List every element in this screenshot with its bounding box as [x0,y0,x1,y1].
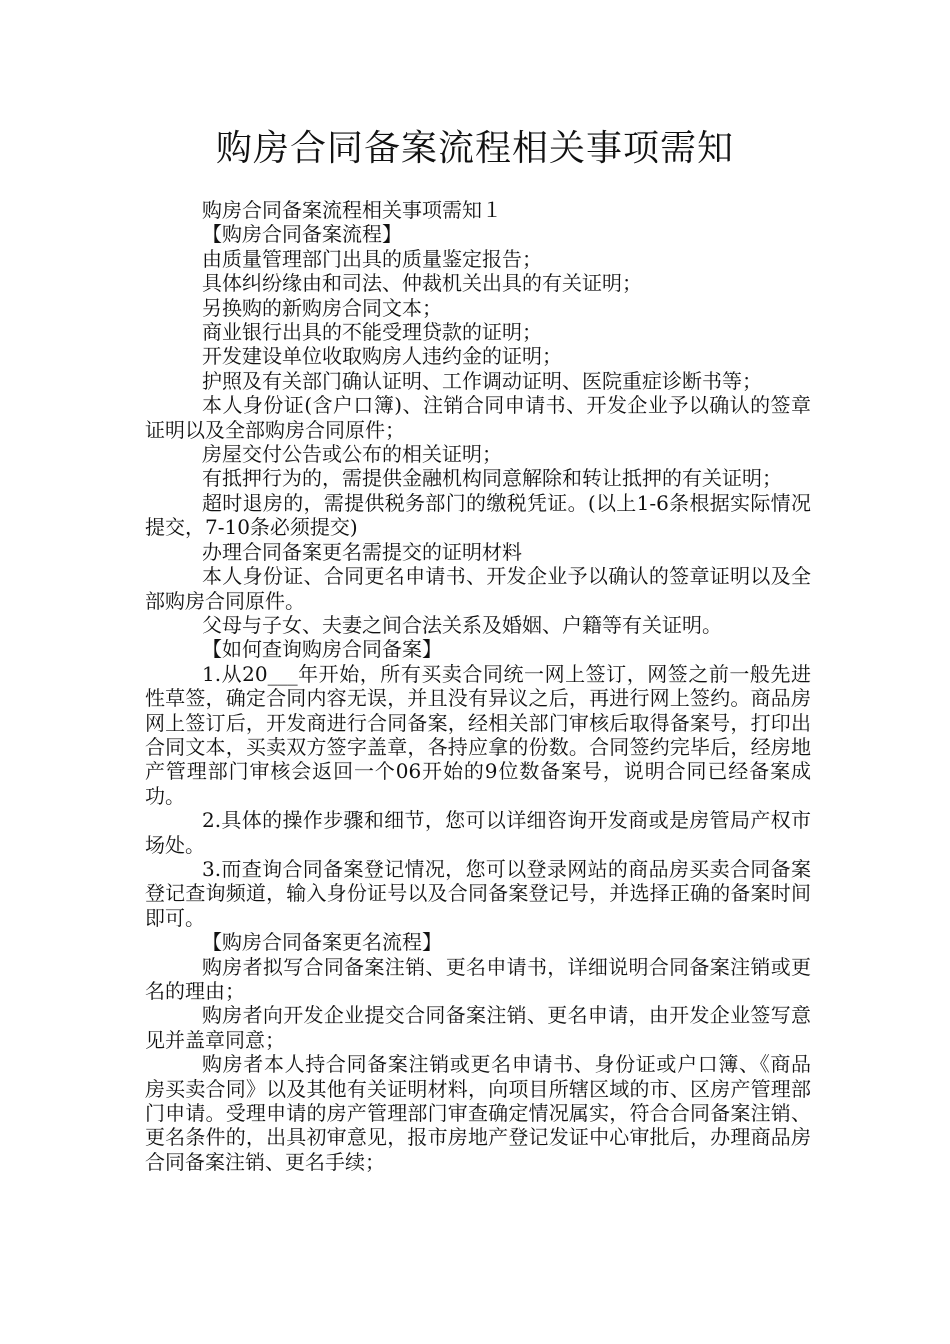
section-heading: 【购房合同备案流程】 [202,222,402,247]
paragraph: 1.从20___年开始，所有买卖合同统一网上签订，网签之前一般先进性草签，确定合同内容无误，并且没有异议之后，再进行网上签约。商品房网上签订后，开发商进行合同备案，经相关部门审核后取得备案号，打印出合同文本，买卖双方签字盖章，各持应拿的份数。合同签约完毕后，经房地产管理部门审核会返回一个06开始的9位数备案号，说明合同已经备案成功。 [145,661,811,808]
paragraph: 有抵押行为的，需提供金融机构同意解除和转让抵押的有关证明； [202,466,782,491]
paragraph: 护照及有关部门确认证明、工作调动证明、医院重症诊断书等； [202,368,762,393]
paragraph: 开发建设单位收取购房人违约金的证明； [202,344,562,369]
paragraph: 购房者向开发企业提交合同备案注销、更名申请，由开发企业签写意见并盖章同意； [145,1003,811,1052]
paragraph: 办理合同备案更名需提交的证明材料 [202,539,522,564]
paragraph: 本人身份证、合同更名申请书、开发企业予以确认的签章证明以及全部购房合同原件。 [145,564,811,613]
paragraph: 由质量管理部门出具的质量鉴定报告； [202,246,542,271]
paragraph: 3.而查询合同备案登记情况，您可以登录网站的商品房买卖合同备案登记查询频道，输入身份证号以及合同备案登记号，并选择正确的备案时间即可。 [145,856,811,930]
paragraph: 2.具体的操作步骤和细节，您可以详细咨询开发商或是房管局产权市场处。 [145,808,811,857]
paragraph: 房屋交付公告或公布的相关证明； [202,442,502,467]
paragraph: 购房合同备案流程相关事项需知１ [202,198,502,222]
document-title: 购房合同备案流程相关事项需知 [215,128,734,169]
paragraph: 具体纠纷缘由和司法、仲裁机关出具的有关证明； [202,271,642,296]
paragraph: 超时退房的，需提供税务部门的缴税凭证。(以上1-6条根据实际情况提交，7-10条必须提交) [145,490,811,540]
paragraph: 本人身份证(含户口簿)、注销合同申请书、开发企业予以确认的签章证明以及全部购房合同原件； [145,393,811,442]
paragraph: 商业银行出具的不能受理贷款的证明； [202,320,542,345]
paragraph: 购房者拟写合同备案注销、更名申请书，详细说明合同备案注销或更名的理由； [145,954,811,1003]
paragraph: 购房者本人持合同备案注销或更名申请书、身份证或户口簿、《商品房买卖合同》以及其他有关证明材料，向项目所辖区域的市、区房产管理部门申请。受理申请的房产管理部门审查确定情况属实，符合合同备案注销、更名条件的，出具初审意见，报市房地产登记发证中心审批后，办理商品房合同备案注销、更名手续； [145,1052,811,1174]
section-heading: 【如何查询购房合同备案】 [202,637,442,662]
section-heading: 【购房合同备案更名流程】 [202,930,442,955]
document-body [145,198,811,1174]
paragraph: 另换购的新购房合同文本； [202,295,442,320]
paragraph: 父母与子女、夫妻之间合法关系及婚姻、户籍等有关证明。 [202,612,722,637]
